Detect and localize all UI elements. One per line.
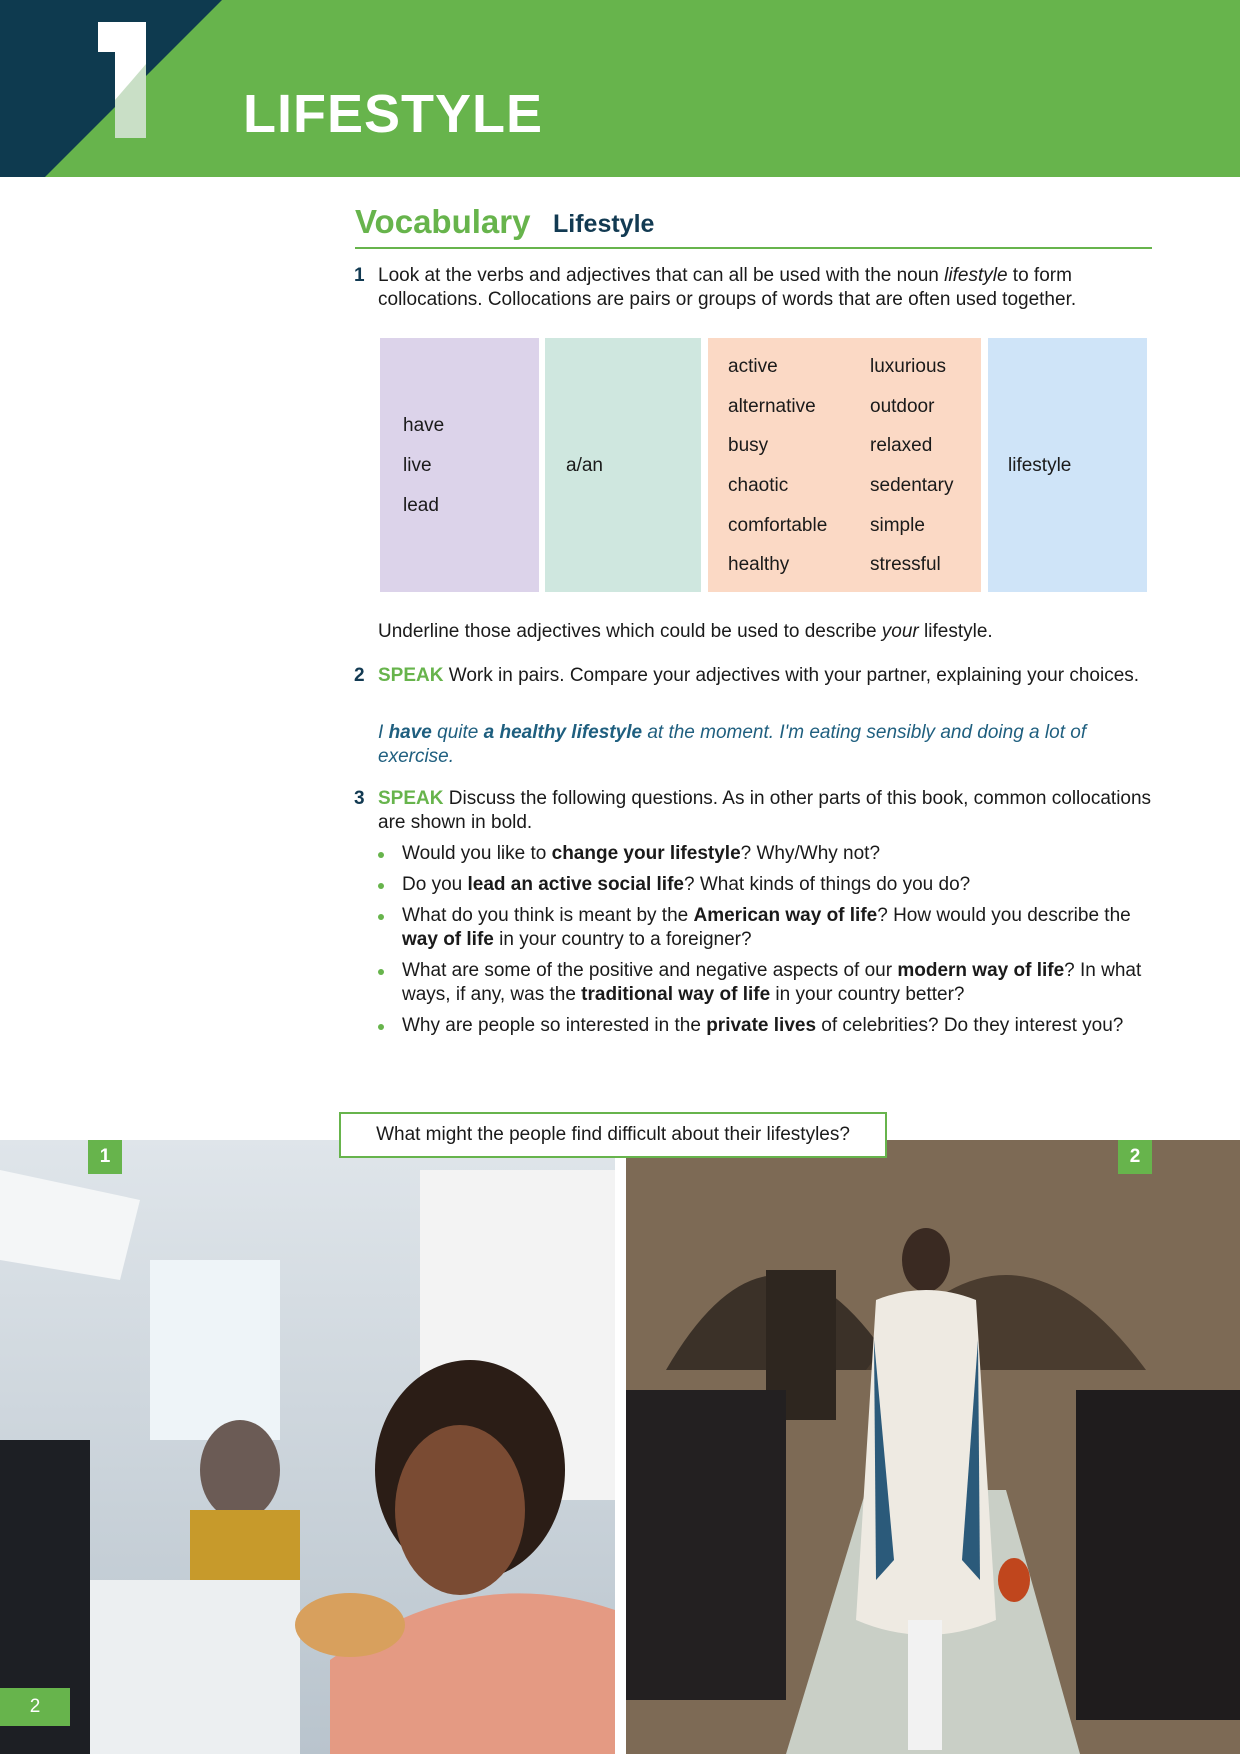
adjective-word: luxurious bbox=[870, 356, 947, 377]
exercise-1-text-a: Look at the verbs and adjectives that can all be used with the noun bbox=[378, 265, 945, 286]
speak-label: SPEAK bbox=[378, 665, 444, 686]
photo-discussion-caption: What might the people find difficult about their lifestyles? bbox=[339, 1112, 887, 1158]
photo-office-worker bbox=[0, 1140, 615, 1754]
follow-up-text-italic: your bbox=[881, 621, 919, 642]
question-bold: modern way of life bbox=[897, 960, 1065, 981]
section-heading bbox=[355, 200, 1152, 249]
example-answer bbox=[378, 721, 1138, 769]
adjective-word: busy bbox=[728, 435, 769, 456]
bullet-dot bbox=[378, 883, 384, 889]
verb-word: lead bbox=[403, 495, 439, 516]
exercise-1-follow-up bbox=[378, 620, 1158, 644]
page-number: 2 bbox=[0, 1688, 70, 1726]
exercise-3-instructions bbox=[378, 787, 1158, 835]
verb-word: have bbox=[403, 415, 445, 436]
photo-fashion-runway bbox=[626, 1140, 1240, 1754]
adjective-word: active bbox=[728, 356, 778, 377]
question-bold: traditional way of life bbox=[581, 984, 771, 1005]
question-text: ? In what ways, if any, was the bbox=[402, 960, 1142, 1005]
adjectives-box bbox=[708, 338, 981, 592]
question-bold: way of life bbox=[402, 929, 494, 950]
question-bold: lead an active social life bbox=[467, 874, 684, 895]
question-text: ? Why/Why not? bbox=[740, 843, 881, 864]
question-text: ? What kinds of things do you do? bbox=[683, 874, 971, 895]
noun-box bbox=[988, 338, 1147, 592]
example-bold: have bbox=[388, 722, 432, 743]
follow-up-text-b: lifestyle. bbox=[918, 621, 993, 642]
question-item bbox=[378, 959, 1158, 1007]
question-text: of celebrities? Do they interest you? bbox=[816, 1015, 1124, 1036]
office-scene-illustration bbox=[0, 1140, 615, 1754]
discussion-questions bbox=[378, 842, 1158, 1045]
exercise-1-text-italic: lifestyle bbox=[944, 265, 1008, 286]
bullet-dot bbox=[378, 852, 384, 858]
article-word: a/an bbox=[566, 455, 603, 476]
adjective-word: simple bbox=[870, 515, 925, 536]
adjective-word: comfortable bbox=[728, 515, 828, 536]
adjective-word: alternative bbox=[728, 396, 816, 417]
adjective-word: sedentary bbox=[870, 475, 954, 496]
exercise-1-text-b: to form collocations. Collocations are pairs or groups of words that are often used together. bbox=[378, 265, 1077, 310]
question-bold: private lives bbox=[706, 1015, 817, 1036]
question-bold: change your lifestyle bbox=[551, 843, 741, 864]
question-text: What do you think is meant by the bbox=[402, 905, 694, 926]
example-text: quite bbox=[431, 722, 484, 743]
header-graphic bbox=[0, 0, 1240, 177]
unit-header-banner bbox=[0, 0, 1240, 177]
question-item bbox=[378, 1014, 1158, 1038]
section-heading-label: Vocabulary bbox=[355, 203, 531, 240]
example-text: I bbox=[378, 722, 389, 743]
question-text: Would you like to bbox=[402, 843, 552, 864]
exercise-1-number: 1 bbox=[354, 265, 365, 286]
exercise-2-text: Work in pairs. Compare your adjectives with your partner, explaining your choices. bbox=[443, 665, 1140, 686]
adjective-word: healthy bbox=[728, 554, 790, 575]
photo-1-tag: 1 bbox=[88, 1140, 122, 1174]
adjective-word: outdoor bbox=[870, 396, 935, 417]
question-item bbox=[378, 873, 1158, 897]
bullet-dot bbox=[378, 914, 384, 920]
verbs-box bbox=[380, 338, 539, 592]
article-box bbox=[545, 338, 701, 592]
question-item bbox=[378, 842, 1158, 866]
noun-word: lifestyle bbox=[1008, 455, 1072, 476]
question-text: ? How would you describe the bbox=[877, 905, 1131, 926]
question-bold: American way of life bbox=[693, 905, 878, 926]
runway-scene-illustration bbox=[626, 1140, 1240, 1754]
follow-up-text-a: Underline those adjectives which could be used to describe bbox=[378, 621, 882, 642]
unit-title: LIFESTYLE bbox=[243, 84, 544, 144]
adjective-word: relaxed bbox=[870, 435, 933, 456]
exercise-1-instructions bbox=[378, 264, 1158, 312]
verb-word: live bbox=[403, 455, 432, 476]
question-text: What are some of the positive and negative aspects of our bbox=[402, 960, 898, 981]
speak-label: SPEAK bbox=[378, 788, 444, 809]
bullet-dot bbox=[378, 1024, 384, 1030]
question-text: Why are people so interested in the bbox=[402, 1015, 707, 1036]
example-bold: a healthy lifestyle bbox=[483, 722, 643, 743]
exercise-2-instructions bbox=[378, 664, 1158, 688]
exercise-3-text: Discuss the following questions. As in other parts of this book, common collocations are shown in bold. bbox=[378, 788, 1152, 833]
exercise-3-number: 3 bbox=[354, 788, 365, 809]
photo-2-tag: 2 bbox=[1118, 1140, 1152, 1174]
question-text: in your country better? bbox=[770, 984, 965, 1005]
bullet-dot bbox=[378, 969, 384, 975]
section-topic: Lifestyle bbox=[553, 210, 655, 238]
question-text: in your country to a foreigner? bbox=[493, 929, 752, 950]
adjective-word: chaotic bbox=[728, 475, 789, 496]
question-text: Do you bbox=[402, 874, 468, 895]
exercise-2-number: 2 bbox=[354, 665, 365, 686]
question-item bbox=[378, 904, 1158, 952]
example-text: at the moment. I'm eating sensibly and doing a lot of exercise. bbox=[378, 722, 1087, 767]
adjective-word: stressful bbox=[870, 554, 941, 575]
